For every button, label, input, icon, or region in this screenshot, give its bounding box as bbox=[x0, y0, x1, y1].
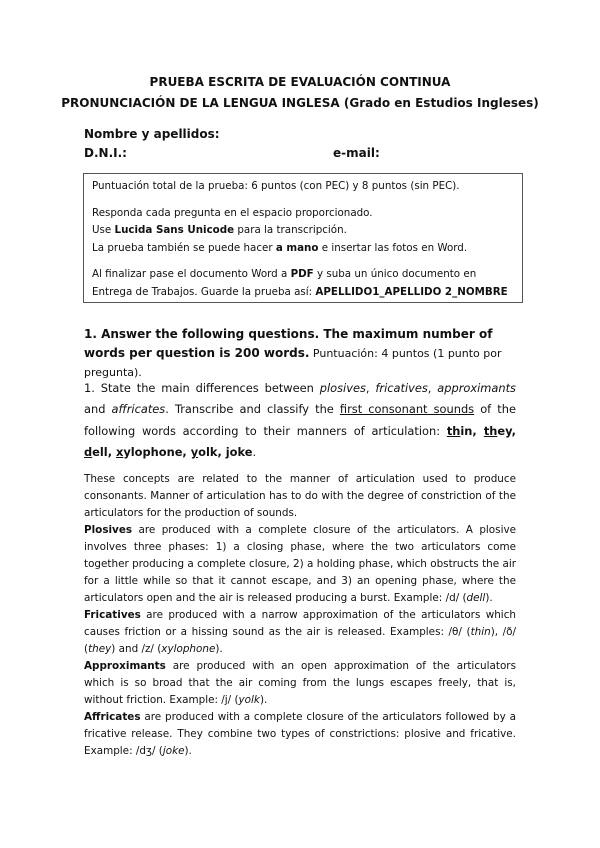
term: plosives bbox=[319, 381, 366, 395]
section-title: 1. Answer the following questions. The maximum number of words per question is 200 words. bbox=[84, 327, 493, 360]
font-name: Lucida Sans Unicode bbox=[114, 224, 235, 236]
example: dell bbox=[466, 592, 486, 604]
example: thin bbox=[470, 626, 491, 638]
underlined-letters: y bbox=[190, 444, 199, 459]
text: ell, bbox=[92, 444, 116, 459]
text: are produced with a complete closure of the articulators followed by a fricative release. They combine two types of constrictions: plosive and fricative. Example: /dʒ/ ( bbox=[84, 711, 516, 757]
term: Fricatives bbox=[84, 609, 141, 621]
term: Plosives bbox=[84, 524, 133, 536]
text: ). bbox=[485, 592, 493, 604]
text: and bbox=[84, 402, 112, 417]
email-label: e-mail: bbox=[333, 146, 380, 160]
answer-approximants bbox=[84, 658, 516, 709]
text: . bbox=[252, 444, 257, 459]
underlined-phrase: first consonant sounds bbox=[339, 402, 475, 417]
term: fricatives bbox=[375, 381, 428, 395]
instruction-score: Puntuación total de la prueba: 6 puntos (con PEC) y 8 puntos (sin PEC). bbox=[92, 180, 460, 192]
document-title: PRUEBA ESCRITA DE EVALUACIÓN CONTINUA bbox=[149, 75, 451, 89]
filename-format: APELLIDO1_APELLIDO 2_NOMBRE bbox=[315, 285, 508, 298]
question-1 bbox=[84, 378, 516, 463]
example: yolk bbox=[238, 694, 260, 706]
text: y suba un único documento en bbox=[313, 268, 477, 280]
text: in, bbox=[460, 423, 484, 438]
example: joke bbox=[162, 745, 185, 757]
document-subtitle: PRONUNCIACIÓN DE LA LENGUA INGLESA (Grado en Estudios Ingleses) bbox=[61, 96, 539, 110]
underlined-letters: x bbox=[115, 444, 124, 459]
text: Use bbox=[92, 224, 115, 236]
term: Affricates bbox=[84, 711, 141, 723]
text: of the following words according to their manners of articulation: bbox=[84, 402, 516, 438]
example: xylophone bbox=[161, 643, 216, 655]
name-label: Nombre y apellidos: bbox=[84, 127, 220, 141]
term: Approximants bbox=[84, 660, 166, 672]
instructions-box bbox=[83, 173, 523, 303]
instruction-filename bbox=[92, 284, 522, 302]
answer-body bbox=[84, 471, 516, 760]
answer-plosives bbox=[84, 522, 516, 607]
instruction-font bbox=[92, 222, 522, 240]
text: ). bbox=[184, 745, 192, 757]
text: Entrega de Trabajos. Guarde la prueba así: bbox=[92, 285, 316, 298]
text: 1. State the main differences between bbox=[84, 381, 320, 395]
text: , bbox=[427, 381, 438, 395]
underlined-letters: d bbox=[84, 444, 93, 459]
instruction-submit bbox=[92, 266, 522, 284]
answer-affricates bbox=[84, 709, 516, 760]
text: olk, bbox=[198, 444, 226, 459]
text: , bbox=[365, 381, 376, 395]
text: para la transcripción. bbox=[234, 224, 347, 236]
term: approximants bbox=[437, 381, 516, 395]
text: are produced with an open approximation of the articulators which is so broad that the air coming from the lungs escapes freely, that is, without friction. Example: /j/ ( bbox=[84, 660, 516, 706]
word bbox=[447, 424, 484, 438]
text: are produced with a complete closure of the articulators. A plosive involves three phases: 1) a closing phase, where the two articulators come together producing a complete closure, 2) a holding phase, which obstructs the air for a little while so that it cannot escape, and 3) an opening phase, where the articulators open and the air is released producing a burst. Example: /d/ ( bbox=[84, 524, 516, 604]
underlined-letters: th bbox=[483, 423, 498, 438]
answer-fricatives bbox=[84, 607, 516, 658]
underlined-letters: j bbox=[225, 444, 230, 459]
text: oke bbox=[229, 444, 253, 459]
section-heading bbox=[84, 325, 524, 382]
term: affricates bbox=[111, 402, 166, 417]
text: ) and /z/ ( bbox=[111, 643, 162, 655]
section-score: Puntuación: 4 puntos (1 punto por pregunta). bbox=[84, 347, 502, 379]
example: they bbox=[88, 643, 112, 655]
answer-intro: These concepts are related to the manner of articulation used to produce consonants. Manner of articulation has to do with the degree of constriction of the articulators for the production of sounds. bbox=[84, 473, 516, 519]
word bbox=[484, 424, 516, 438]
text: are produced with a narrow approximation of the articulators which causes friction or a hissing sound as the air is released. Examples: /θ/ ( bbox=[84, 609, 516, 638]
word bbox=[191, 445, 226, 459]
word bbox=[226, 445, 253, 459]
word bbox=[84, 445, 116, 459]
instruction-handwritten bbox=[92, 240, 522, 258]
text: ). bbox=[259, 694, 268, 706]
text: ). bbox=[215, 643, 223, 655]
text: Al finalizar pase el documento Word a bbox=[92, 268, 291, 280]
text: ), /ð/ ( bbox=[84, 626, 516, 655]
emphasis: PDF bbox=[290, 268, 314, 280]
word bbox=[116, 445, 191, 459]
instruction-space: Responda cada pregunta en el espacio proporcionado. bbox=[92, 206, 373, 219]
text: ey, bbox=[497, 423, 516, 438]
emphasis: a mano bbox=[275, 241, 319, 254]
text: ylophone, bbox=[123, 444, 191, 459]
text: e insertar las fotos en Word. bbox=[318, 241, 468, 254]
text: La prueba también se puede hacer bbox=[92, 241, 276, 254]
dni-label: D.N.I.: bbox=[84, 146, 127, 160]
underlined-letters: th bbox=[446, 423, 461, 438]
text: . Transcribe and classify the bbox=[165, 402, 340, 417]
